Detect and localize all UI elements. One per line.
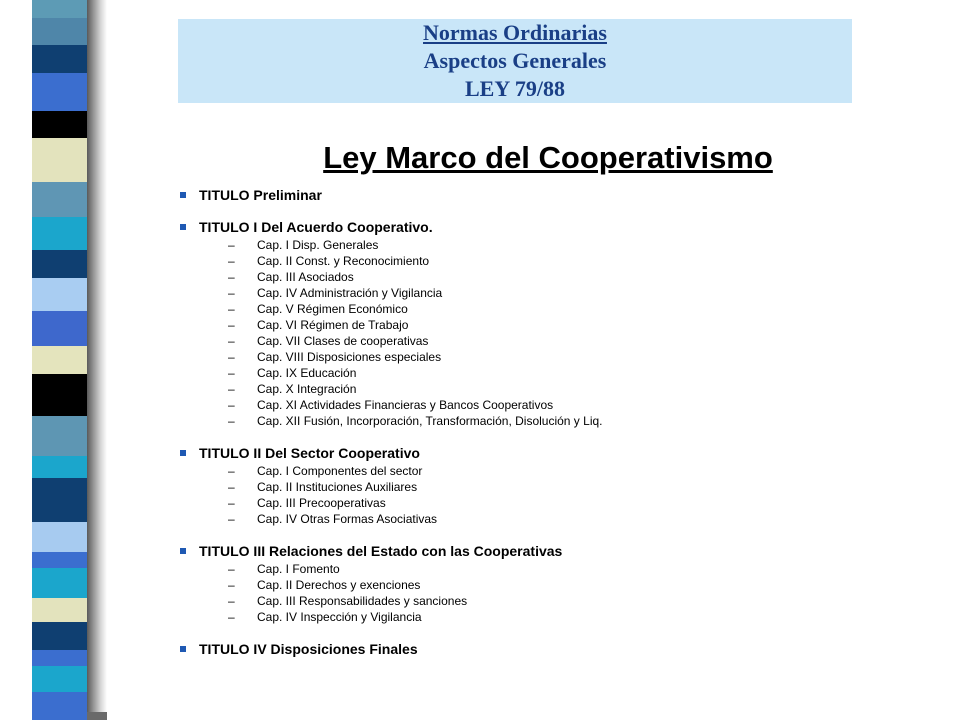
stripe-segment: [32, 73, 87, 111]
stripe-segment: [32, 278, 87, 311]
chapter-text: Cap. XII Fusión, Incorporación, Transformación, Disolución y Liq.: [257, 414, 603, 428]
stripe-segment: [32, 311, 87, 346]
stripe-segment: [32, 182, 87, 217]
chapter-text: Cap. III Responsabilidades y sanciones: [257, 594, 468, 608]
stripe-segment: [32, 666, 87, 692]
chapter-list: [180, 561, 900, 625]
stripe-segment: [32, 692, 87, 720]
stripe-segment: [32, 45, 87, 73]
stripe-segment: [32, 217, 87, 250]
header-law: LEY 79/88: [464, 76, 566, 101]
square-bullet-icon: [180, 192, 186, 198]
header-banner: [178, 19, 852, 103]
dash-bullet: –: [228, 578, 235, 592]
chapter-item: [180, 479, 900, 495]
page-title: Ley Marco del Cooperativismo: [323, 140, 773, 175]
stripe-segment: [32, 568, 87, 598]
section-title-text: TITULO II Del Sector Cooperativo: [199, 444, 420, 461]
dash-bullet: –: [228, 414, 235, 428]
chapter-item: [180, 609, 900, 625]
title-section: [180, 218, 900, 429]
chapter-text: Cap. VI Régimen de Trabajo: [257, 318, 409, 332]
chapter-item: [180, 285, 900, 301]
dash-bullet: –: [228, 270, 235, 284]
title-section: [180, 444, 900, 527]
stripe-shadow-tail: [87, 712, 107, 720]
dash-bullet: –: [228, 286, 235, 300]
chapter-item: [180, 495, 900, 511]
dash-bullet: –: [228, 254, 235, 268]
chapter-text: Cap. I Disp. Generales: [257, 238, 379, 252]
stripe-segment: [32, 552, 87, 568]
chapter-item: [180, 237, 900, 253]
chapter-item: [180, 365, 900, 381]
dash-bullet: –: [228, 496, 235, 510]
chapter-text: Cap. III Precooperativas: [257, 496, 386, 510]
section-title: [180, 542, 900, 559]
section-title-text: TITULO III Relaciones del Estado con las Cooperativas: [199, 542, 563, 559]
dash-bullet: –: [228, 382, 235, 396]
chapter-item: [180, 253, 900, 269]
chapter-text: Cap. V Régimen Económico: [257, 302, 408, 316]
chapter-item: [180, 593, 900, 609]
stripe-segment: [32, 111, 87, 138]
chapter-item: [180, 561, 900, 577]
square-bullet-icon: [180, 646, 186, 652]
chapter-item: [180, 463, 900, 479]
chapter-item: [180, 577, 900, 593]
stripe-shadow: [87, 0, 107, 720]
dash-bullet: –: [228, 318, 235, 332]
dash-bullet: –: [228, 562, 235, 576]
square-bullet-icon: [180, 224, 186, 230]
dash-bullet: –: [228, 512, 235, 526]
dash-bullet: –: [228, 594, 235, 608]
outline-list: [180, 186, 900, 672]
title-section: [180, 542, 900, 625]
square-bullet-icon: [180, 450, 186, 456]
chapter-list: [180, 237, 900, 429]
stripe-segment: [32, 250, 87, 278]
chapter-text: Cap. II Instituciones Auxiliares: [257, 480, 418, 494]
chapter-text: Cap. I Fomento: [257, 562, 340, 576]
stripe-segment: [32, 416, 87, 456]
chapter-text: Cap. XI Actividades Financieras y Bancos Cooperativos: [257, 398, 554, 412]
chapter-text: Cap. IX Educación: [257, 366, 357, 380]
chapter-text: Cap. II Const. y Reconocimiento: [257, 254, 430, 268]
header-subtitle: Aspectos Generales: [423, 48, 607, 73]
chapter-text: Cap. IV Inspección y Vigilancia: [257, 610, 422, 624]
chapter-item: [180, 333, 900, 349]
dash-bullet: –: [228, 334, 235, 348]
chapter-item: [180, 301, 900, 317]
chapter-list: [180, 463, 900, 527]
dash-bullet: –: [228, 398, 235, 412]
stripe-segment: [32, 598, 87, 622]
dash-bullet: –: [228, 238, 235, 252]
section-title: [180, 186, 900, 203]
section-title-text: TITULO IV Disposiciones Finales: [199, 640, 418, 657]
dash-bullet: –: [228, 350, 235, 364]
title-section: [180, 640, 900, 657]
decorative-stripe-band: [32, 0, 87, 720]
chapter-item: [180, 269, 900, 285]
chapter-item: [180, 381, 900, 397]
stripe-segment: [32, 522, 87, 552]
chapter-text: Cap. III Asociados: [257, 270, 354, 284]
header-title: Normas Ordinarias: [423, 20, 607, 45]
section-title-text: TITULO I Del Acuerdo Cooperativo.: [199, 218, 433, 235]
stripe-segment: [32, 18, 87, 45]
chapter-text: Cap. II Derechos y exenciones: [257, 578, 421, 592]
chapter-item: [180, 317, 900, 333]
chapter-text: Cap. X Integración: [257, 382, 357, 396]
square-bullet-icon: [180, 548, 186, 554]
chapter-text: Cap. I Componentes del sector: [257, 464, 423, 478]
stripe-segment: [32, 456, 87, 478]
dash-bullet: –: [228, 480, 235, 494]
chapter-item: [180, 511, 900, 527]
section-title-text: TITULO Preliminar: [199, 186, 322, 203]
chapter-item: [180, 413, 900, 429]
chapter-text: Cap. IV Otras Formas Asociativas: [257, 512, 438, 526]
dash-bullet: –: [228, 610, 235, 624]
chapter-text: Cap. VII Clases de cooperativas: [257, 334, 429, 348]
dash-bullet: –: [228, 302, 235, 316]
stripe-segment: [32, 374, 87, 416]
stripe-segment: [32, 346, 87, 374]
stripe-segment: [32, 478, 87, 522]
title-section: [180, 186, 900, 203]
dash-bullet: –: [228, 366, 235, 380]
stripe-segment: [32, 0, 87, 18]
stripe-segment: [32, 650, 87, 666]
section-title: [180, 218, 900, 235]
chapter-item: [180, 397, 900, 413]
chapter-text: Cap. VIII Disposiciones especiales: [257, 350, 442, 364]
dash-bullet: –: [228, 464, 235, 478]
chapter-text: Cap. IV Administración y Vigilancia: [257, 286, 443, 300]
section-title: [180, 640, 900, 657]
chapter-item: [180, 349, 900, 365]
section-title: [180, 444, 900, 461]
stripe-segment: [32, 622, 87, 650]
